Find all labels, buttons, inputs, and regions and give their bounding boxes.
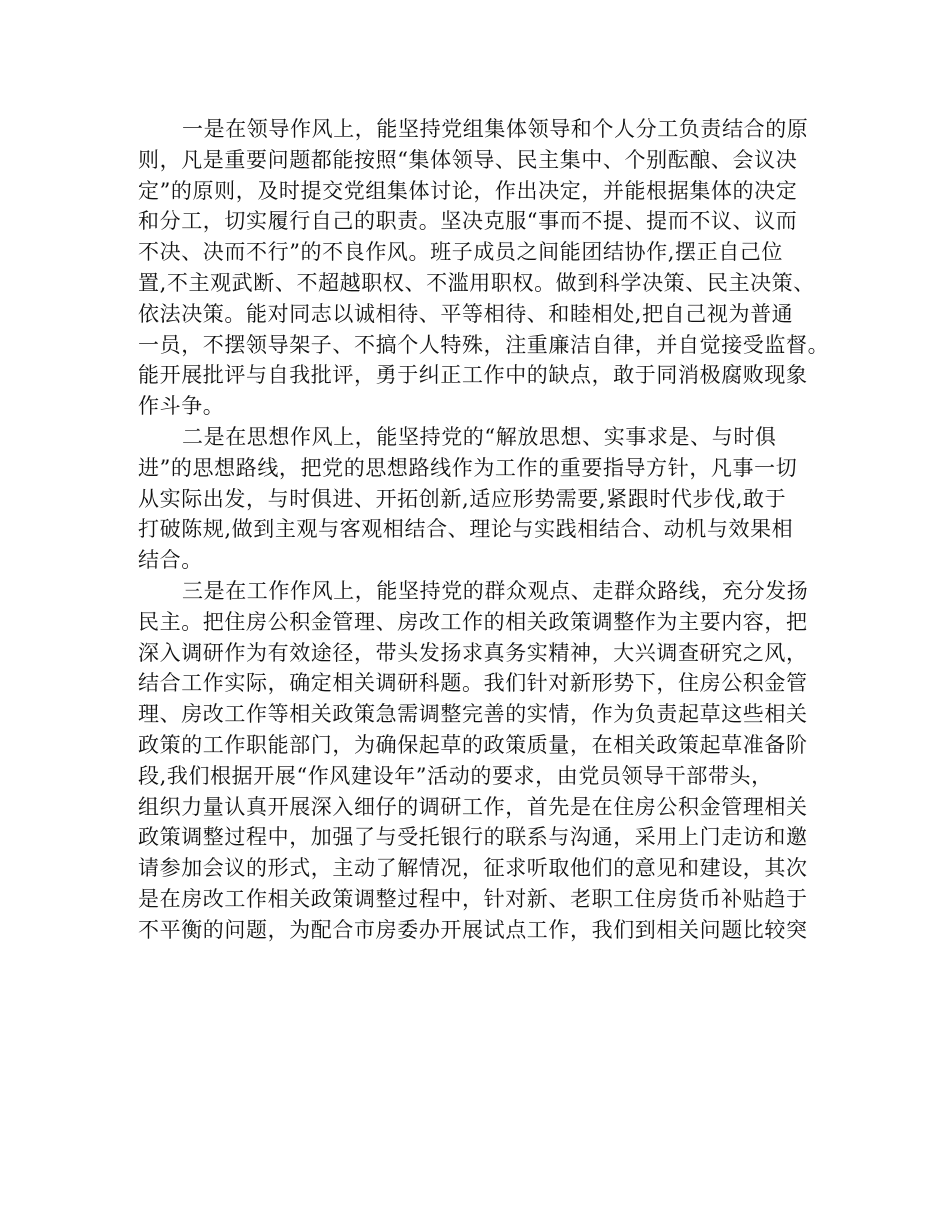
text-line: 能开展批评与自我批评，勇于纠正工作中的缺点，敢于同消极腐败现象 xyxy=(138,363,808,388)
text-line: 不平衡的问题，为配合市房委办开展试点工作，我们到相关问题比较突 xyxy=(138,917,808,942)
text-line: 结合工作实际，确定相关调研科题。我们针对新形势下，住房公积金管 xyxy=(138,671,808,696)
text-line: 依法决策。能对同志以诚相待、平等相待、和睦相处,把自己视为普通 xyxy=(138,301,794,326)
paragraph-leadership-style xyxy=(138,114,828,422)
text-line: 深入调研作为有效途径，带头发扬求真务实精神，大兴调查研究之风， xyxy=(138,640,808,665)
text-line: 作斗争。 xyxy=(138,394,225,419)
text-line: 政策的工作职能部门，为确保起草的政策质量，在相关政策起草准备阶 xyxy=(138,732,808,757)
text-line: 是在房改工作相关政策调整过程中，针对新、老职工住房货币补贴趋于 xyxy=(138,886,808,911)
text-line: 一员，不摆领导架子、不搞个人特殊，注重廉洁自律，并自觉接受监督。 xyxy=(138,332,830,357)
text-line: 请参加会议的形式，主动了解情况，征求听取他们的意见和建设，其次 xyxy=(138,856,808,881)
text-line: 置,不主观武断、不超越职权、不滥用职权。做到科学决策、民主决策、 xyxy=(138,270,815,295)
text-line: 进”的思想路线，把党的思想路线作为工作的重要指导方针，凡事一切 xyxy=(138,455,798,480)
text-line: 组织力量认真开展深入细仔的调研工作，首先是在住房公积金管理相关 xyxy=(138,794,808,819)
text-line: 理、房改工作等相关政策急需调整完善的实情，作为负责起草这些相关 xyxy=(138,702,808,727)
text-line: 段,我们根据开展“作风建设年”活动的要求，由党员领导干部带头， xyxy=(138,763,773,788)
text-line: 打破陈规,做到主观与客观相结合、理论与实践相结合、动机与效果相 xyxy=(138,517,794,542)
text-line: 三是在工作作风上，能坚持党的群众观点、走群众路线，充分发扬 xyxy=(182,578,809,603)
text-line: 民主。把住房公积金管理、房改工作的相关政策调整作为主要内容，把 xyxy=(138,609,808,634)
text-line: 结合。 xyxy=(138,548,203,573)
text-line: 不决、决而不行”的不良作风。班子成员之间能团结协作,摆正自己位 xyxy=(138,240,784,265)
paragraph-ideological-style xyxy=(138,422,828,576)
text-line: 和分工，切实履行自己的职责。坚决克服“事而不提、提而不议、议而 xyxy=(138,209,798,234)
paragraph-work-style xyxy=(138,576,828,946)
text-line: 则，凡是重要问题都能按照“集体领导、民主集中、个别酝酿、会议决 xyxy=(138,147,798,172)
document-body xyxy=(138,114,828,946)
text-line: 政策调整过程中，加强了与受托银行的联系与沟通，采用上门走访和邀 xyxy=(138,825,808,850)
text-line: 一是在领导作风上，能坚持党组集体领导和个人分工负责结合的原 xyxy=(182,117,809,141)
text-line: 定”的原则，及时提交党组集体讨论，作出决定，并能根据集体的决定 xyxy=(138,178,798,203)
text-line: 从实际出发，与时俱进、开拓创新,适应形势需要,紧跟时代步伐,敢于 xyxy=(138,486,787,511)
text-line: 二是在思想作风上，能坚持党的“解放思想、实事求是、与时俱 xyxy=(182,424,777,449)
